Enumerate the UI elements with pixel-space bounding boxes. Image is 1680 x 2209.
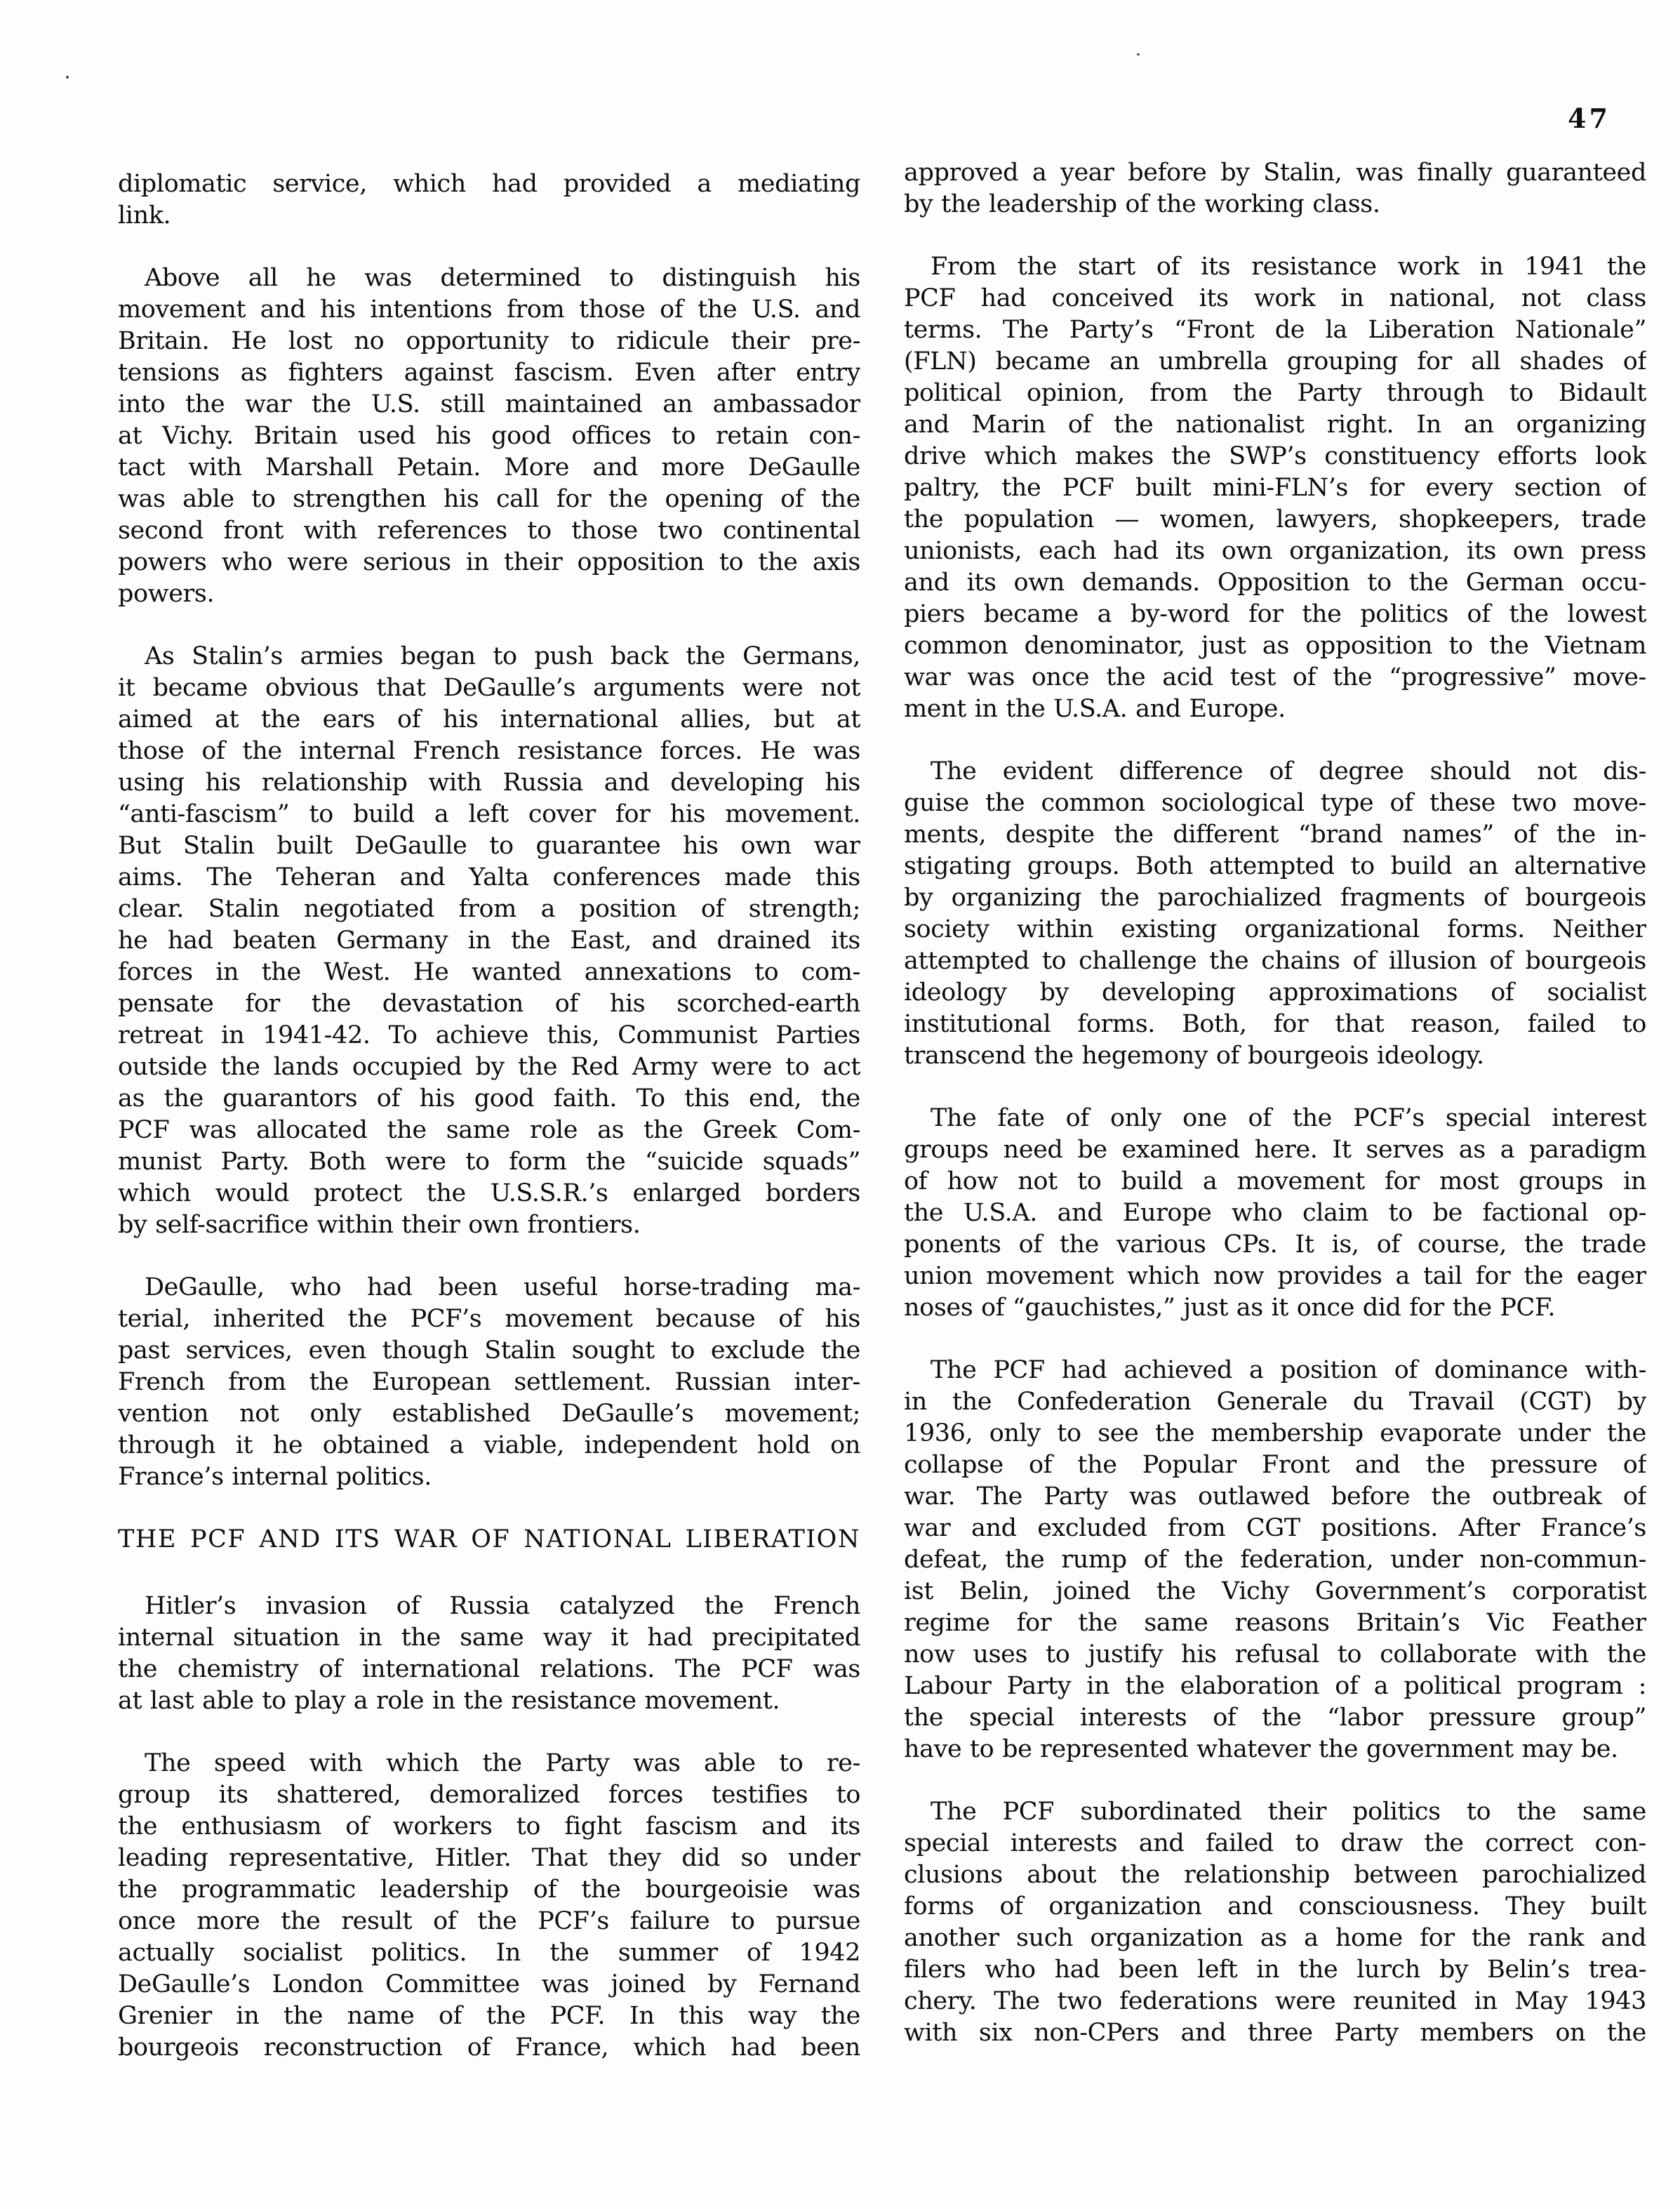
text-line: actually socialist politics. In the summer of 1942: [118, 1939, 860, 1967]
text-line: defeat, the rump of the federation, under non-commun-: [904, 1546, 1646, 1574]
text-line: piers became a by-word for the politics of the lowest: [904, 600, 1646, 628]
text-line: the U.S.A. and Europe who claim to be factional op-: [904, 1199, 1646, 1227]
paragraph: [904, 157, 1646, 220]
text-line: another such organization as a home for the rank and: [904, 1924, 1646, 1952]
text-line: war. The Party was outlawed before the outbreak of: [904, 1482, 1646, 1511]
text-line: link.: [118, 201, 171, 230]
paragraph: [118, 168, 860, 232]
text-line: society within existing organizational forms. Neither: [904, 915, 1646, 943]
scan-speck: [1137, 53, 1140, 55]
text-line: at Vichy. Britain used his good offices to retain con-: [118, 422, 860, 450]
text-line: ponents of the various CPs. It is, of course, the trade: [904, 1230, 1646, 1259]
text-line: institutional forms. Both, for that reason, failed to: [904, 1010, 1646, 1038]
text-line: through it he obtained a viable, independent hold on: [118, 1431, 860, 1459]
text-line: political opinion, from the Party through to Bidault: [904, 379, 1646, 407]
text-line: munist Party. Both were to form the “suicide squads”: [118, 1148, 860, 1176]
text-line: movement and his intentions from those of the U.S. and: [118, 296, 860, 324]
text-line: From the start of its resistance work in 1941 the: [931, 253, 1646, 281]
text-line: using his relationship with Russia and developing his: [118, 769, 860, 797]
scan-speck: [66, 76, 69, 79]
text-line: the chemistry of international relations. The PCF was: [118, 1655, 860, 1683]
text-line: transcend the hegemony of bourgeois ideology.: [904, 1042, 1484, 1070]
text-line: aims. The Teheran and Yalta conferences made this: [118, 863, 860, 891]
text-line: those of the internal French resistance forces. He was: [118, 737, 860, 765]
text-line: clear. Stalin negotiated from a position of strength;: [118, 895, 860, 923]
text-line: the enthusiasm of workers to fight fascism and its: [118, 1812, 860, 1840]
text-line: As Stalin’s armies began to push back the Germans,: [145, 642, 860, 670]
text-line: terial, inherited the PCF’s movement because of his: [118, 1305, 860, 1333]
text-line: war was once the acid test of the “progressive” move-: [904, 663, 1646, 691]
text-line: it became obvious that DeGaulle’s arguments were not: [118, 674, 860, 702]
text-line: past services, even though Stalin sought to exclude the: [118, 1336, 860, 1365]
text-line: by self-sacrifice within their own frontiers.: [118, 1211, 641, 1239]
text-line: The fate of only one of the PCF’s special interest: [931, 1104, 1646, 1132]
text-line: PCF was allocated the same role as the Greek Com-: [118, 1116, 860, 1144]
text-line: outside the lands occupied by the Red Army were to act: [118, 1053, 860, 1081]
text-line: the programmatic leadership of the bourgeoisie was: [118, 1876, 860, 1904]
text-line: attempted to challenge the chains of illusion of bourgeois: [904, 947, 1646, 975]
text-line: into the war the U.S. still maintained an ambassador: [118, 390, 860, 418]
text-line: vention not only established DeGaulle’s movement;: [118, 1400, 860, 1428]
paragraph: [904, 1796, 1646, 2049]
text-line: at last able to play a role in the resistance movement.: [118, 1687, 780, 1715]
text-line: retreat in 1941-42. To achieve this, Communist Parties: [118, 1021, 860, 1049]
text-line: and Marin of the nationalist right. In an organizing: [904, 411, 1646, 439]
text-line: ist Belin, joined the Vichy Government’s corporatist: [904, 1577, 1646, 1605]
text-line: have to be represented whatever the government may be.: [904, 1735, 1618, 1763]
text-line: French from the European settlement. Russian inter-: [118, 1368, 860, 1396]
text-line: and its own demands. Opposition to the German occu-: [904, 569, 1646, 597]
left-column: [118, 168, 860, 2064]
text-line: THE PCF AND ITS WAR OF NATIONAL LIBERATION: [118, 1525, 860, 1553]
section-heading: [118, 1524, 860, 1555]
text-line: with six non-CPers and three Party members on the: [904, 2019, 1646, 2047]
text-line: But Stalin built DeGaulle to guarantee his own war: [118, 832, 860, 860]
text-line: groups need be examined here. It serves as a paradigm: [904, 1136, 1646, 1164]
text-line: noses of “gauchistes,” just as it once did for the PCF.: [904, 1294, 1556, 1322]
text-line: The PCF subordinated their politics to the same: [931, 1798, 1646, 1826]
text-line: in the Confederation Generale du Travail (CGT) by: [904, 1388, 1646, 1416]
text-line: ments, despite the different “brand names” of the in-: [904, 821, 1646, 849]
text-line: second front with references to those two continental: [118, 517, 860, 545]
paragraph: [904, 251, 1646, 725]
text-line: France’s internal politics.: [118, 1463, 432, 1491]
text-line: tensions as fighters against fascism. Even after entry: [118, 359, 860, 387]
text-line: was able to strengthen his call for the opening of the: [118, 485, 860, 513]
text-line: paltry, the PCF built mini-FLN’s for every section of: [904, 474, 1646, 502]
text-line: unionists, each had its own organization, its own press: [904, 537, 1646, 565]
text-line: of how not to build a movement for most groups in: [904, 1167, 1646, 1195]
text-line: he had beaten Germany in the East, and drained its: [118, 927, 860, 955]
text-line: 1936, only to see the membership evaporate under the: [904, 1419, 1646, 1447]
text-line: group its shattered, demoralized forces testifies to: [118, 1781, 860, 1809]
text-line: aimed at the ears of his international allies, but at: [118, 705, 860, 734]
text-line: by the leadership of the working class.: [904, 190, 1380, 218]
text-line: which would protect the U.S.S.R.’s enlarged borders: [118, 1179, 860, 1207]
text-line: Britain. He lost no opportunity to ridicule their pre-: [118, 327, 860, 355]
paragraph: [904, 756, 1646, 1072]
text-line: the special interests of the “labor pressure group”: [904, 1704, 1646, 1732]
text-line: collapse of the Popular Front and the pressure of: [904, 1451, 1646, 1479]
text-line: special interests and failed to draw the correct con-: [904, 1829, 1646, 1857]
text-line: Hitler’s invasion of Russia catalyzed the French: [145, 1592, 860, 1620]
text-line: powers who were serious in their opposition to the axis: [118, 548, 860, 576]
text-line: union movement which now provides a tail for the eager: [904, 1262, 1646, 1290]
page-number: 47: [1568, 102, 1611, 134]
text-line: DeGaulle’s London Committee was joined by Fernand: [118, 1970, 860, 1998]
text-line: drive which makes the SWP’s constituency efforts look: [904, 442, 1646, 470]
text-line: leading representative, Hitler. That they did so under: [118, 1844, 860, 1872]
text-line: approved a year before by Stalin, was finally guaranteed: [904, 159, 1646, 187]
text-line: now uses to justify his refusal to collaborate with the: [904, 1640, 1646, 1669]
right-column: [904, 157, 1646, 2049]
text-line: once more the result of the PCF’s failure to pursue: [118, 1907, 860, 1935]
paragraph: [118, 1748, 860, 2064]
text-line: pensate for the devastation of his scorched-earth: [118, 990, 860, 1018]
text-line: internal situation in the same way it had precipitated: [118, 1624, 860, 1652]
text-line: PCF had conceived its work in national, not class: [904, 284, 1646, 312]
text-line: Above all he was determined to distinguish his: [145, 264, 860, 292]
text-line: powers.: [118, 580, 215, 608]
text-line: Grenier in the name of the PCF. In this way the: [118, 2002, 860, 2030]
paragraph: [118, 1591, 860, 1717]
text-line: (FLN) became an umbrella grouping for all shades of: [904, 347, 1646, 376]
text-line: The PCF had achieved a position of dominance with-: [931, 1356, 1646, 1384]
text-line: The evident difference of degree should not dis-: [931, 757, 1646, 785]
paragraph: [118, 263, 860, 610]
text-line: terms. The Party’s “Front de la Liberation Nationale”: [904, 316, 1646, 344]
text-line: bourgeois reconstruction of France, which had been: [118, 2034, 860, 2062]
text-line: ment in the U.S.A. and Europe.: [904, 695, 1286, 723]
text-line: The speed with which the Party was able to re-: [145, 1749, 860, 1777]
text-line: Labour Party in the elaboration of a political program :: [904, 1672, 1646, 1700]
text-line: DeGaulle, who had been useful horse-trading ma-: [145, 1273, 860, 1301]
text-line: war and excluded from CGT positions. After France’s: [904, 1514, 1646, 1542]
text-line: stigating groups. Both attempted to build an alternative: [904, 852, 1646, 880]
text-line: filers who had been left in the lurch by Belin’s trea-: [904, 1956, 1646, 1984]
text-line: the population — women, lawyers, shopkeepers, trade: [904, 505, 1646, 533]
text-line: guise the common sociological type of these two move-: [904, 789, 1646, 817]
text-line: forces in the West. He wanted annexations to com-: [118, 958, 860, 986]
text-line: regime for the same reasons Britain’s Vic Feather: [904, 1609, 1646, 1637]
text-line: forms of organization and consciousness. They built: [904, 1892, 1646, 1921]
paragraph: [118, 641, 860, 1241]
text-line: ideology by developing approximations of socialist: [904, 979, 1646, 1007]
text-line: by organizing the parochialized fragments of bourgeois: [904, 884, 1646, 912]
text-line: common denominator, just as opposition to the Vietnam: [904, 632, 1646, 660]
text-line: tact with Marshall Petain. More and more DeGaulle: [118, 453, 860, 482]
paragraph: [904, 1355, 1646, 1765]
text-line: as the guarantors of his good faith. To this end, the: [118, 1084, 860, 1113]
text-line: “anti-fascism” to build a left cover for his movement.: [118, 800, 860, 828]
text-line: diplomatic service, which had provided a mediating: [118, 170, 860, 198]
text-line: chery. The two federations were reunited in May 1943: [904, 1987, 1646, 2015]
paragraph: [904, 1103, 1646, 1324]
paragraph: [118, 1272, 860, 1493]
text-line: clusions about the relationship between parochialized: [904, 1861, 1646, 1889]
